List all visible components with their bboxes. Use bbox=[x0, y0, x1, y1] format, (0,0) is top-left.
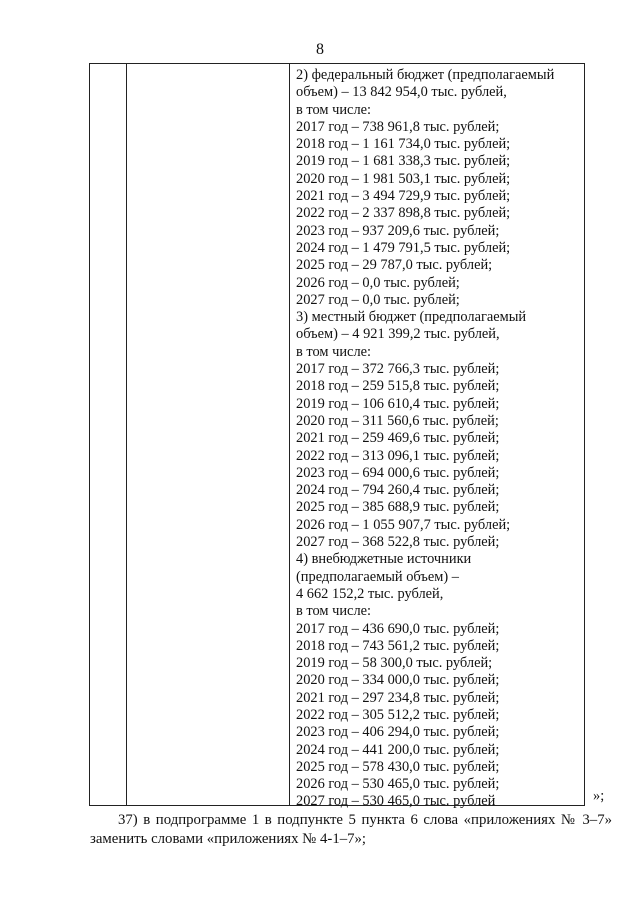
closing-quote-mark: »; bbox=[593, 788, 605, 804]
funding-cell bbox=[296, 67, 582, 811]
funding-line: 2027 год – 0,0 тыс. рублей; bbox=[296, 291, 460, 308]
funding-line: 2024 год – 441 200,0 тыс. рублей; bbox=[296, 741, 500, 758]
funding-line: 2023 год – 937 209,6 тыс. рублей; bbox=[296, 222, 500, 239]
funding-line: 3) местный бюджет (предполагаемый bbox=[296, 309, 527, 326]
funding-line: 4) внебюджетные источники bbox=[296, 551, 472, 568]
funding-line: 2020 год – 334 000,0 тыс. рублей; bbox=[296, 672, 500, 689]
funding-line: 2) федеральный бюджет (предполагаемый bbox=[296, 67, 555, 83]
amendment-line-2: заменить словами «приложениях № 4-1–7»; bbox=[90, 831, 367, 847]
funding-line: 2025 год – 578 430,0 тыс. рублей; bbox=[296, 758, 500, 775]
funding-line: 2019 год – 106 610,4 тыс. рублей; bbox=[296, 395, 500, 412]
funding-line: 2023 год – 406 294,0 тыс. рублей; bbox=[296, 724, 500, 741]
funding-line: объем) – 13 842 954,0 тыс. рублей, bbox=[296, 84, 507, 101]
page-number: 8 bbox=[316, 41, 324, 58]
funding-line: 2017 год – 738 961,8 тыс. рублей; bbox=[296, 118, 500, 135]
funding-line: 2025 год – 385 688,9 тыс. рублей; bbox=[296, 499, 500, 516]
funding-line: 2018 год – 259 515,8 тыс. рублей; bbox=[296, 378, 500, 395]
funding-line: 2017 год – 436 690,0 тыс. рублей; bbox=[296, 620, 500, 637]
funding-line: 4 662 152,2 тыс. рублей, bbox=[296, 585, 444, 602]
budget-table bbox=[89, 63, 585, 810]
funding-line: 2017 год – 372 766,3 тыс. рублей; bbox=[296, 361, 500, 378]
funding-line: в том числе: bbox=[296, 101, 372, 118]
funding-line: 2020 год – 311 560,6 тыс. рублей; bbox=[296, 412, 499, 429]
column-divider bbox=[126, 64, 127, 805]
funding-line: 2018 год – 1 161 734,0 тыс. рублей; bbox=[296, 136, 511, 153]
funding-line: 2023 год – 694 000,6 тыс. рублей; bbox=[296, 464, 500, 481]
funding-line: объем) – 4 921 399,2 тыс. рублей, bbox=[296, 326, 500, 343]
funding-line: 2020 год – 1 981 503,1 тыс. рублей; bbox=[296, 170, 511, 187]
funding-line: 2024 год – 1 479 791,5 тыс. рублей; bbox=[296, 239, 511, 256]
funding-line: 2027 год – 368 522,8 тыс. рублей; bbox=[296, 534, 500, 551]
funding-line: 2021 год – 3 494 729,9 тыс. рублей; bbox=[296, 188, 511, 205]
funding-line: 2022 год – 2 337 898,8 тыс. рублей; bbox=[296, 205, 511, 222]
funding-line: 2022 год – 313 096,1 тыс. рублей; bbox=[296, 447, 500, 464]
funding-line: в том числе: bbox=[296, 603, 372, 620]
funding-line: 2026 год – 1 055 907,7 тыс. рублей; bbox=[296, 516, 511, 533]
funding-line: в том числе: bbox=[296, 343, 372, 360]
funding-line: (предполагаемый объем) – bbox=[296, 568, 459, 585]
funding-line: 2024 год – 794 260,4 тыс. рублей; bbox=[296, 482, 500, 499]
funding-line: 2019 год – 1 681 338,3 тыс. рублей; bbox=[296, 153, 511, 170]
funding-line: 2026 год – 0,0 тыс. рублей; bbox=[296, 274, 460, 291]
funding-line: 2026 год – 530 465,0 тыс. рублей; bbox=[296, 776, 500, 793]
funding-line: 2019 год – 58 300,0 тыс. рублей; bbox=[296, 655, 493, 672]
funding-line: 2027 год – 530 465,0 тыс. рублей bbox=[296, 793, 496, 810]
amendment-paragraph bbox=[90, 811, 612, 849]
funding-line: 2018 год – 743 561,2 тыс. рублей; bbox=[296, 637, 500, 654]
funding-line: 2021 год – 259 469,6 тыс. рублей; bbox=[296, 430, 500, 447]
column-divider bbox=[289, 64, 290, 805]
funding-line: 2021 год – 297 234,8 тыс. рублей; bbox=[296, 689, 500, 706]
funding-line: 2025 год – 29 787,0 тыс. рублей; bbox=[296, 257, 493, 274]
amendment-line-1: 37) в подпрограмме 1 в подпункте 5 пункта 6 слова «приложениях № 3–7» bbox=[118, 812, 612, 828]
funding-line: 2022 год – 305 512,2 тыс. рублей; bbox=[296, 706, 500, 723]
